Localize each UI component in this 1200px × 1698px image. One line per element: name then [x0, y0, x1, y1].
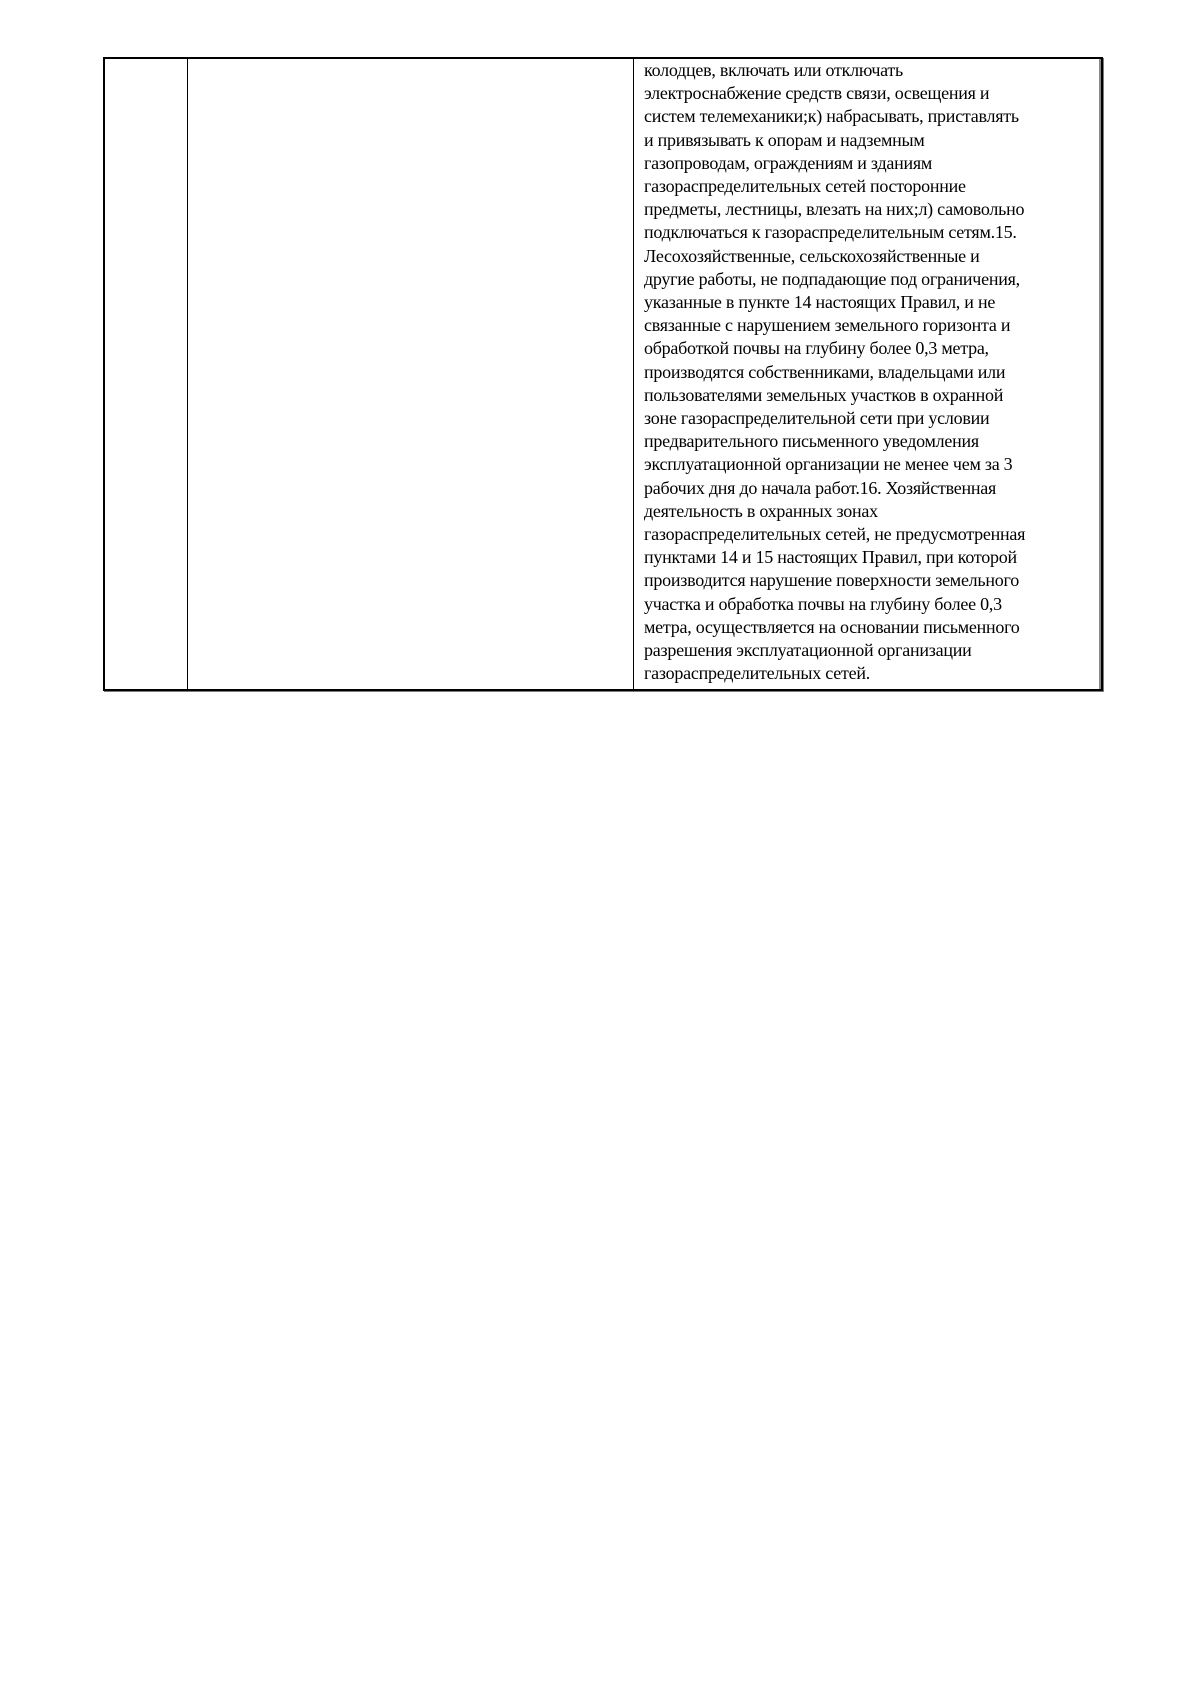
table-cell-content: [634, 59, 1101, 689]
content-line: производятся собственниками, владельцами или: [644, 361, 1006, 382]
content-line: участка и обработка почвы на глубину более 0,3: [644, 593, 1002, 614]
content-line: Лесохозяйственные, сельскохозяйственные и: [644, 245, 980, 266]
content-line: разрешения эксплуатационной организации: [644, 640, 972, 661]
content-line: пользователями земельных участков в охранной: [644, 384, 1004, 405]
content-line: газораспределительных сетей.: [644, 663, 870, 684]
content-line: указанные в пункте 14 настоящих Правил, и не: [644, 292, 996, 313]
content-line: обработкой почвы на глубину более 0,3 метра,: [644, 338, 989, 359]
content-line: метра, осуществляется на основании письменного: [644, 616, 1020, 637]
content-line: предварительного письменного уведомления: [644, 431, 979, 452]
content-line: рабочих дня до начала работ.16. Хозяйственная: [644, 477, 997, 498]
content-line: производится нарушение поверхности земельного: [644, 570, 1019, 591]
content-line: другие работы, не подпадающие под ограничения,: [644, 268, 1020, 289]
content-line: систем телемеханики;к) набрасывать, приставлять: [644, 106, 1019, 127]
content-line: газопроводам, ограждениям и зданиям: [644, 152, 933, 173]
content-line: зоне газораспределительной сети при условии: [644, 408, 990, 429]
content-line: газораспределительных сетей посторонние: [644, 176, 966, 197]
content-line: и привязывать к опорам и надземным: [644, 129, 925, 150]
content-paragraph: [644, 59, 1093, 685]
document-table: [103, 57, 1103, 691]
content-line: связанные с нарушением земельного горизонта и: [644, 315, 1011, 336]
content-line: электроснабжение средств связи, освещения и: [644, 83, 990, 104]
content-line: подключаться к газораспределительным сетям.15.: [644, 222, 1017, 243]
content-line: предметы, лестницы, влезать на них;л) самовольно: [644, 199, 1025, 220]
table-cell-title: [188, 59, 634, 689]
content-line: колодцев, включать или отключать: [644, 60, 903, 80]
content-line: деятельность в охранных зонах: [644, 500, 878, 521]
content-line: газораспределительных сетей, не предусмотренная: [644, 524, 1026, 545]
table-cell-number: [105, 59, 188, 689]
content-line: эксплуатационной организации не менее чем за 3: [644, 454, 1013, 475]
content-line: пунктами 14 и 15 настоящих Правил, при которой: [644, 547, 1017, 568]
